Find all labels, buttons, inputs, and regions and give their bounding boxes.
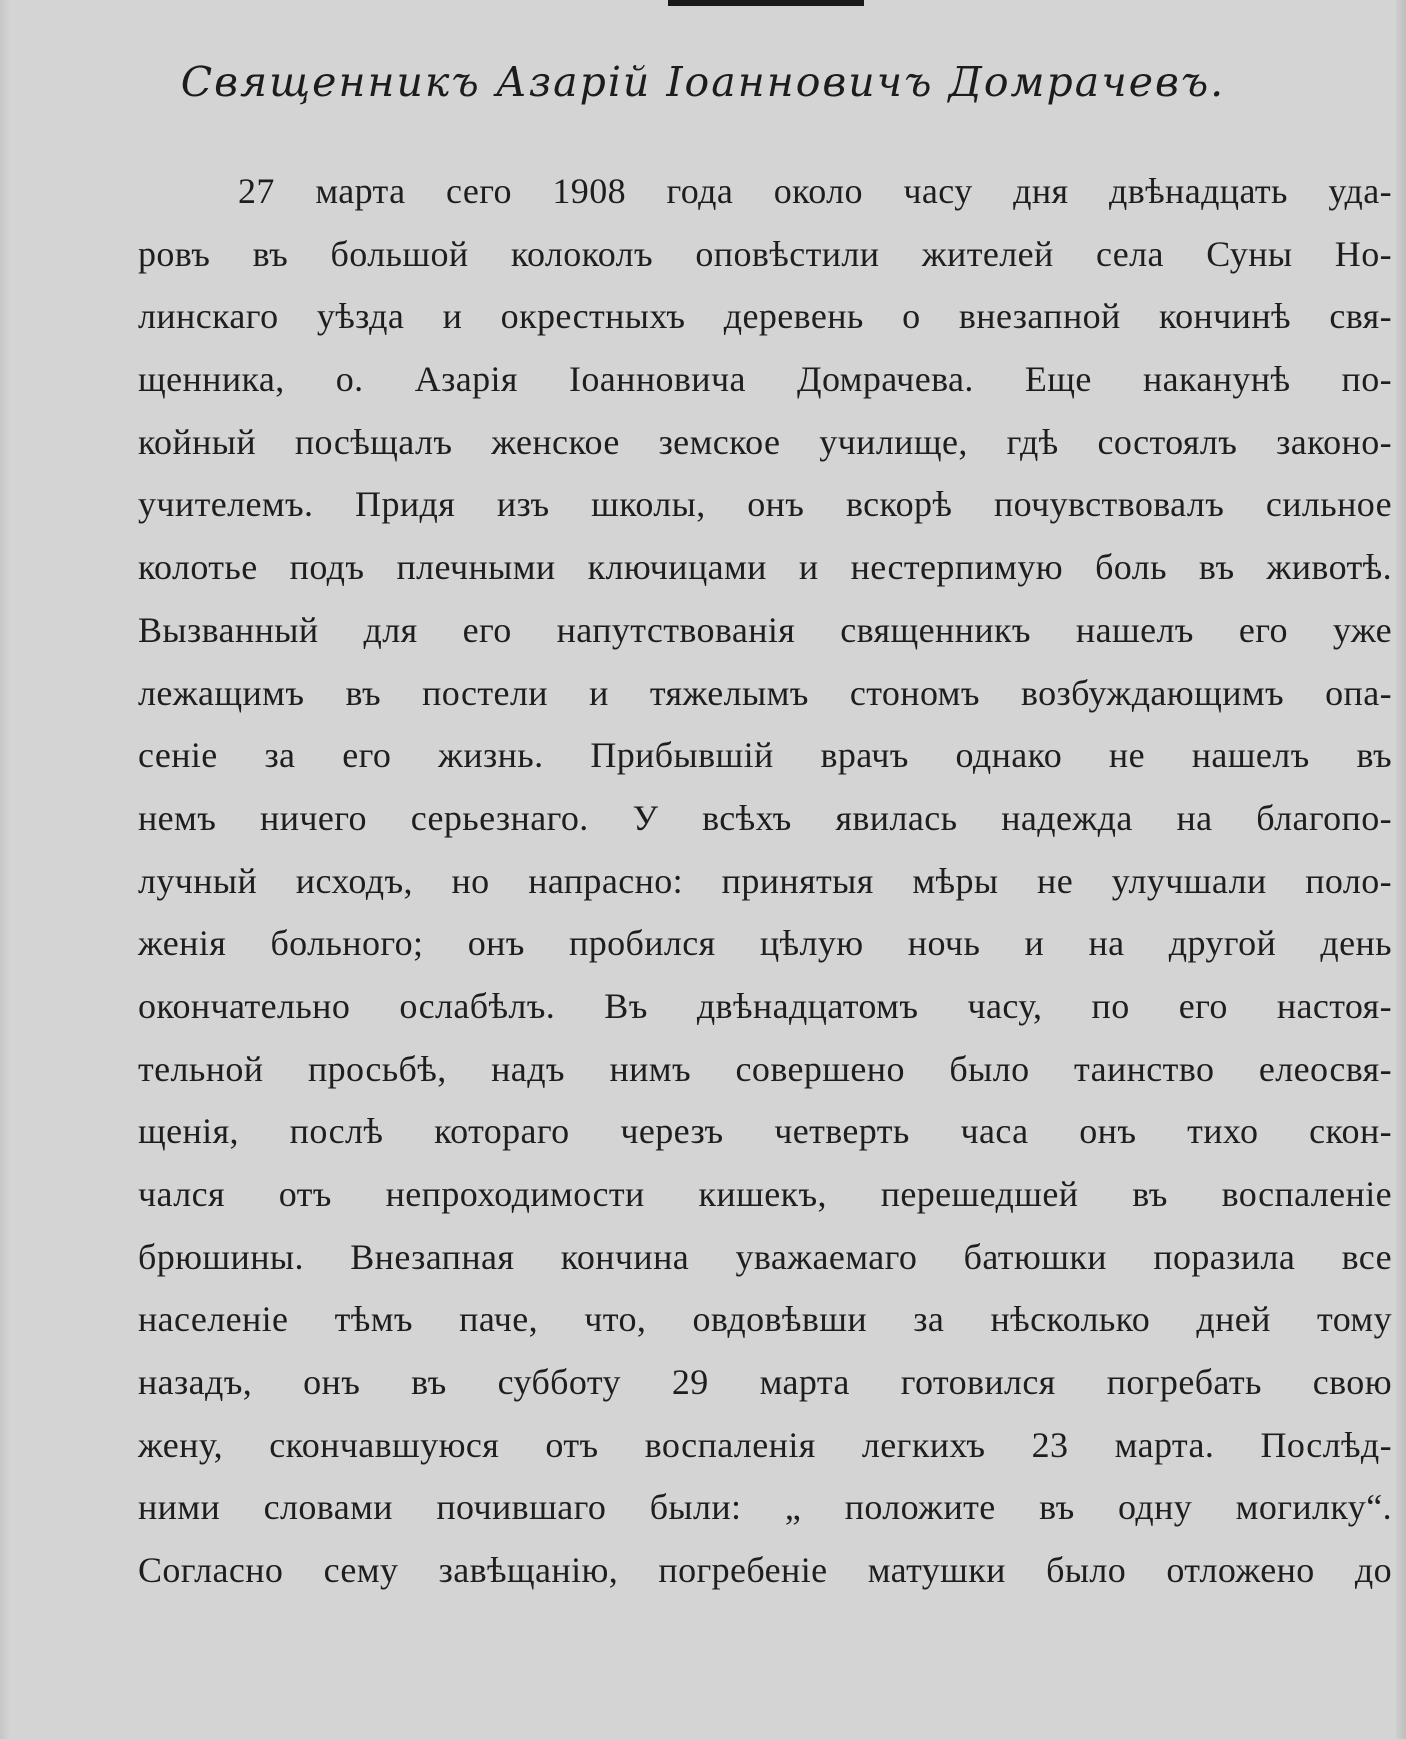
text-line: окончательно ослабѣлъ. Въ двѣнадцатомъ часу, по его настоя-: [138, 985, 1392, 1026]
text-line: лежащимъ въ постели и тяжелымъ стономъ возбуждающимъ опа-: [138, 672, 1392, 713]
top-rule: [668, 0, 864, 6]
article-body: [138, 160, 1392, 1602]
text-line: немъ ничего серьезнаго. У всѣхъ явилась надежда на благопо-: [138, 797, 1392, 838]
text-line: населеніе тѣмъ паче, что, овдовѣвши за нѣсколько дней тому: [138, 1299, 1392, 1340]
text-line: Согласно сему завѣщанію, погребеніе матушки было отложено до: [138, 1550, 1392, 1591]
text-line: чался отъ непроходимости кишекъ, перешедшей въ воспаленіе: [138, 1174, 1392, 1214]
text-line: сеніе за его жизнь. Прибывшій врачъ однако не нашелъ въ: [138, 735, 1392, 776]
text-line: ровъ въ большой колоколъ оповѣстили жителей села Суны Но-: [138, 233, 1392, 274]
text-line: линскаго уѣзда и окрестныхъ деревень о внезапной кончинѣ свя-: [138, 296, 1392, 337]
text-line: женія больного; онъ пробился цѣлую ночь и на другой день: [138, 923, 1392, 964]
text-line: колотье подъ плечными ключицами и нестерпимую боль въ животѣ.: [138, 547, 1392, 588]
page-left-edge: [0, 0, 10, 1739]
page-right-edge: [1396, 0, 1406, 1739]
article-heading: Священникъ Азарій Іоанновичъ Домрачевъ.: [180, 58, 1226, 106]
text-line: жену, скончавшуюся отъ воспаленія легкихъ 23 марта. Послѣд-: [138, 1424, 1392, 1465]
text-line: щенника, о. Азарія Іоанновича Домрачева. Еще наканунѣ по-: [138, 359, 1392, 400]
text-line: ними словами почившаго были: „ положите въ одну могилку“.: [138, 1487, 1392, 1528]
text-line: назадъ, онъ въ субботу 29 марта готовился погребать свою: [138, 1362, 1392, 1403]
text-line: лучный исходъ, но напрасно: принятыя мѣры не улучшали поло-: [138, 860, 1392, 901]
text-line: койный посѣщалъ женское земское училище, гдѣ состоялъ законо-: [138, 421, 1392, 462]
text-line: 27 марта сего 1908 года около часу дня двѣнадцать уда-: [238, 171, 1392, 211]
text-line: Вызванный для его напутствованія священникъ нашелъ его уже: [138, 609, 1392, 650]
text-line: брюшины. Внезапная кончина уважаемаго батюшки поразила все: [138, 1236, 1392, 1277]
text-line: учителемъ. Придя изъ школы, онъ вскорѣ почувствовалъ сильное: [138, 484, 1392, 525]
text-line: тельной просьбѣ, надъ нимъ совершено было таинство елеосвя-: [138, 1048, 1392, 1089]
text-line: щенія, послѣ котораго черезъ четверть часа онъ тихо скон-: [138, 1111, 1392, 1152]
